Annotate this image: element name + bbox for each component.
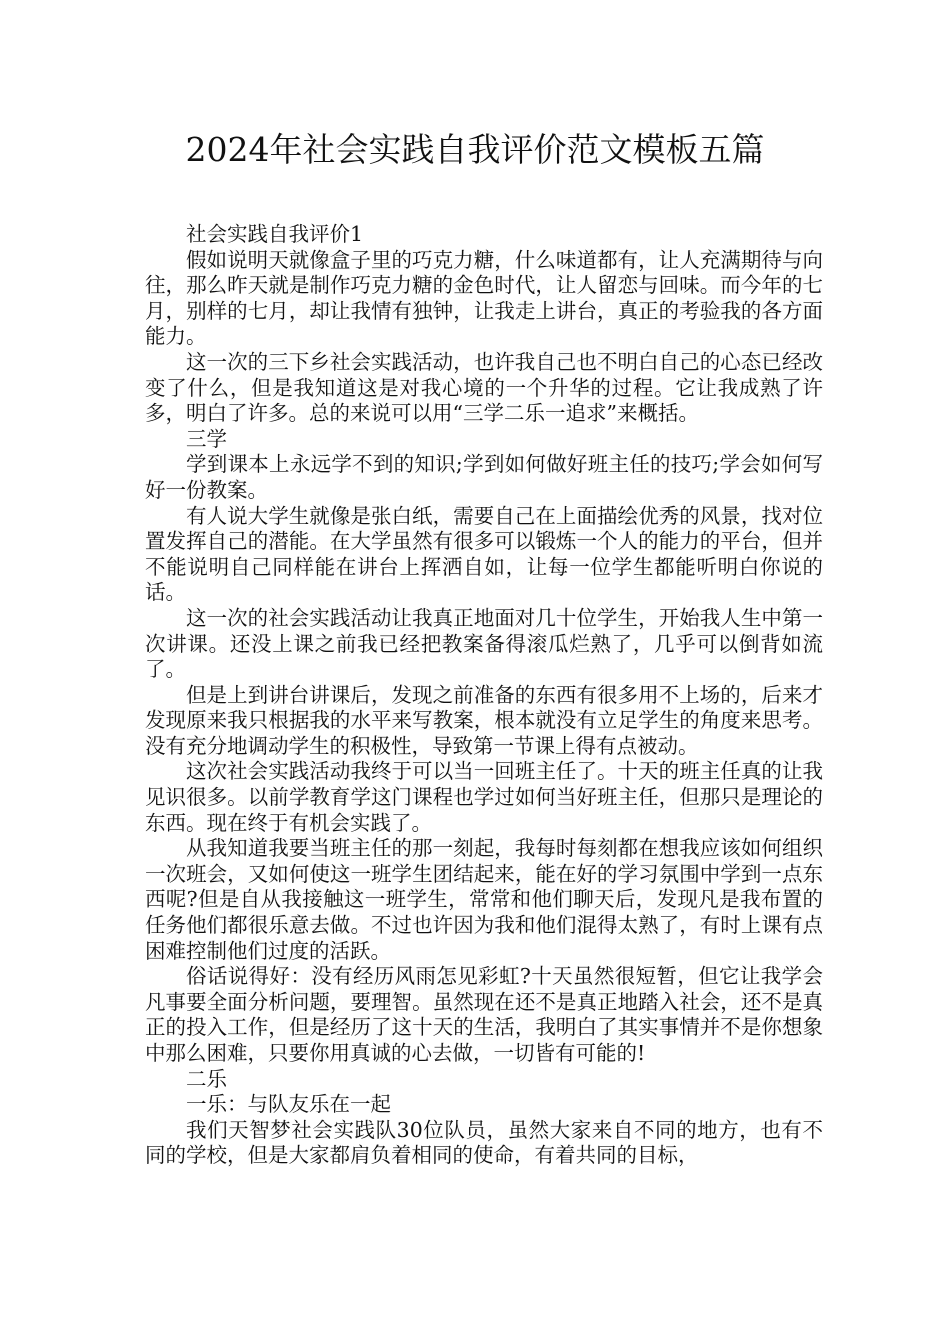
document-body <box>145 222 823 1169</box>
paragraph: 从我知道我要当班主任的那一刻起，我每时每刻都在想我应该如何组织一次班会，又如何使这一班学生团结起来，能在好的学习氛围中学到一点东西呢?但是自从我接触这一班学生，常常和他们聊天后，发现凡是我布置的任务他们都很乐意去做。不过也许因为我和他们混得太熟了，有时上课有点困难控制他们过度的活跃。 <box>145 836 823 963</box>
section-heading: 社会实践自我评价1 <box>186 222 364 246</box>
paragraph: 有人说大学生就像是张白纸，需要自己在上面描绘优秀的风景，找对位置发挥自己的潜能。在大学虽然有很多可以锻炼一个人的能力的平台，但并不能说明自己同样能在讲台上挥洒自如，让每一位学生都能听明白你说的话。 <box>145 503 823 605</box>
paragraph: 我们天智梦社会实践队30位队员，虽然大家来自不同的地方，也有不同的学校，但是大家都肩负着相同的使命，有着共同的目标， <box>145 1117 823 1168</box>
section-heading: 二乐 <box>186 1066 227 1091</box>
paragraph: 这一次的三下乡社会实践活动，也许我自己也不明白自己的心态已经改变了什么，但是我知道这是对我心境的一个升华的过程。它让我成熟了许多，明白了许多。总的来说可以用“三学二乐一追求”来概括。 <box>145 349 823 426</box>
section-heading: 三学 <box>186 426 227 451</box>
paragraph: 这一次的社会实践活动让我真正地面对几十位学生，开始我人生中第一次讲课。还没上课之前我已经把教案备得滚瓜烂熟了，几乎可以倒背如流了。 <box>145 605 823 682</box>
paragraph: 假如说明天就像盒子里的巧克力糖，什么味道都有，让人充满期待与向往，那么昨天就是制作巧克力糖的金色时代，让人留恋与回味。而今年的七月，别样的七月，却让我情有独钟，让我走上讲台，真正的考验我的各方面能力。 <box>145 247 823 349</box>
paragraph: 俗话说得好：没有经历风雨怎见彩虹?十天虽然很短暂，但它让我学会凡事要全面分析问题，要理智。虽然现在还不是真正地踏入社会，还不是真正的投入工作，但是经历了这十天的生活，我明白了其实事情并不是你想象中那么困难，只要你用真诚的心去做，一切皆有可能的! <box>145 964 823 1065</box>
paragraph: 但是上到讲台讲课后，发现之前准备的东西有很多用不上场的，后来才发现原来我只根据我的水平来写教案，根本就没有立足学生的角度来思考。没有充分地调动学生的积极性，导致第一节课上得有点被动。 <box>145 682 823 758</box>
paragraph: 学到课本上永远学不到的知识;学到如何做好班主任的技巧;学会如何写好一份教案。 <box>145 452 823 502</box>
paragraph: 这次社会实践活动我终于可以当一回班主任了。十天的班主任真的让我见识很多。以前学教育学这门课程也学过如何当好班主任，但那只是理论的东西。现在终于有机会实践了。 <box>145 759 823 835</box>
document-title: 2024年社会实践自我评价范文模板五篇 <box>185 130 765 169</box>
sub-heading: 一乐：与队友乐在一起 <box>186 1092 391 1117</box>
